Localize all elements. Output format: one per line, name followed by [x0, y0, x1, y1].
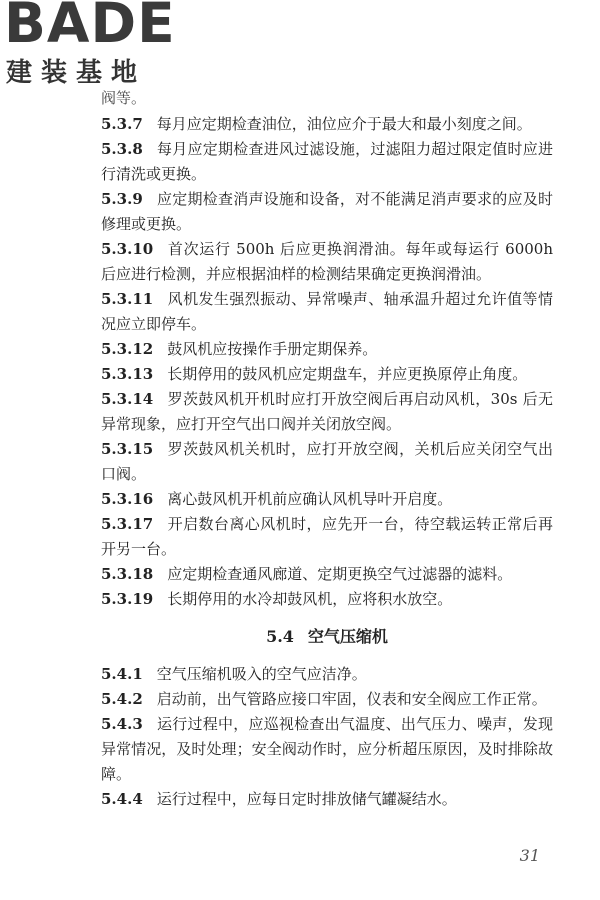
clause-item — [101, 562, 553, 587]
clause-item — [101, 337, 553, 362]
clause-number: 5.4.1 — [101, 665, 143, 683]
clause-number: 5.3.10 — [101, 240, 154, 258]
clause-list-5-3 — [101, 112, 553, 612]
page-number: 31 — [519, 846, 540, 865]
clause-number: 5.4.4 — [101, 790, 143, 808]
clause-text: 运行过程中，应巡视检查出气温度、出气压力、噪声，发现异常情况，及时处理；安全阀动作时，应分析超压原因，及时排除故障。 — [101, 715, 553, 783]
clause-text: 离心鼓风机开机前应确认风机导叶开启度。 — [167, 490, 453, 508]
clause-text: 应定期检查消声设施和设备，对不能满足消声要求的应及时修理或更换。 — [101, 190, 553, 233]
clause-number: 5.3.19 — [101, 590, 154, 608]
section-title: 空气压缩机 — [307, 627, 388, 646]
clause-number: 5.3.8 — [101, 140, 143, 158]
clause-text: 空气压缩机吸入的空气应洁净。 — [156, 665, 367, 683]
clause-number: 5.3.16 — [101, 490, 154, 508]
clause-item — [101, 387, 553, 437]
continued-text-fragment: 阀等。 — [101, 89, 147, 107]
clause-item — [101, 137, 553, 187]
clause-text: 首次运行 500h 后应更换润滑油。每年或每运行 6000h 后应进行检测，并应根据油样的检测结果确定更换润滑油。 — [101, 240, 553, 283]
clause-item — [101, 512, 553, 562]
clause-item — [101, 487, 553, 512]
clause-number: 5.3.14 — [101, 390, 154, 408]
logo-subtitle: 建装基地 — [6, 58, 147, 88]
clause-item — [101, 437, 553, 487]
clause-item — [101, 187, 553, 237]
logo-wordmark: BADE — [4, 0, 176, 55]
bade-logo — [4, 2, 179, 94]
clause-text: 鼓风机应按操作手册定期保养。 — [167, 340, 378, 358]
clause-item — [101, 237, 553, 287]
clause-item — [101, 287, 553, 337]
clause-text: 长期停用的水冷却鼓风机，应将积水放空。 — [167, 590, 453, 608]
clause-number: 5.3.17 — [101, 515, 154, 533]
clause-text: 启动前，出气管路应接口牢固，仪表和安全阀应工作正常。 — [156, 690, 547, 708]
clause-text: 长期停用的鼓风机应定期盘车，并应更换原停止角度。 — [167, 365, 528, 383]
clause-item — [101, 662, 553, 687]
clause-number: 5.4.3 — [101, 715, 143, 733]
clause-list-5-4 — [101, 662, 553, 812]
section-heading-5-4 — [101, 626, 553, 648]
clause-number: 5.3.18 — [101, 565, 154, 583]
clause-text: 每月应定期检查油位，油位应介于最大和最小刻度之间。 — [156, 115, 532, 133]
page-body — [101, 88, 553, 812]
clause-item — [101, 362, 553, 387]
clause-item — [101, 112, 553, 137]
section-number: 5.4 — [266, 627, 294, 646]
clause-number: 5.3.15 — [101, 440, 154, 458]
clause-text: 罗茨鼓风机开机时应打开放空阀后再启动风机，30s 后无异常现象，应打开空气出口阀并关闭放空阀。 — [101, 390, 553, 433]
clause-item — [101, 687, 553, 712]
clause-number: 5.3.9 — [101, 190, 143, 208]
clause-number: 5.3.12 — [101, 340, 154, 358]
clause-number: 5.3.13 — [101, 365, 154, 383]
clause-text: 应定期检查通风廊道、定期更换空气过滤器的滤料。 — [167, 565, 513, 583]
clause-text: 运行过程中，应每日定时排放储气罐凝结水。 — [156, 790, 457, 808]
clause-number: 5.4.2 — [101, 690, 143, 708]
clause-text: 罗茨鼓风机关机时，应打开放空阀，关机后应关闭空气出口阀。 — [101, 440, 553, 483]
clause-text: 风机发生强烈振动、异常噪声、轴承温升超过允许值等情况应立即停车。 — [101, 290, 553, 333]
clause-number: 5.3.11 — [101, 290, 154, 308]
clause-item — [101, 587, 553, 612]
clause-text: 每月应定期检查进风过滤设施，过滤阻力超过限定值时应进行清洗或更换。 — [101, 140, 553, 183]
clause-item — [101, 712, 553, 787]
clause-number: 5.3.7 — [101, 115, 143, 133]
clause-text: 开启数台离心风机时，应先开一台，待空载运转正常后再开另一台。 — [101, 515, 553, 558]
clause-item — [101, 787, 553, 812]
